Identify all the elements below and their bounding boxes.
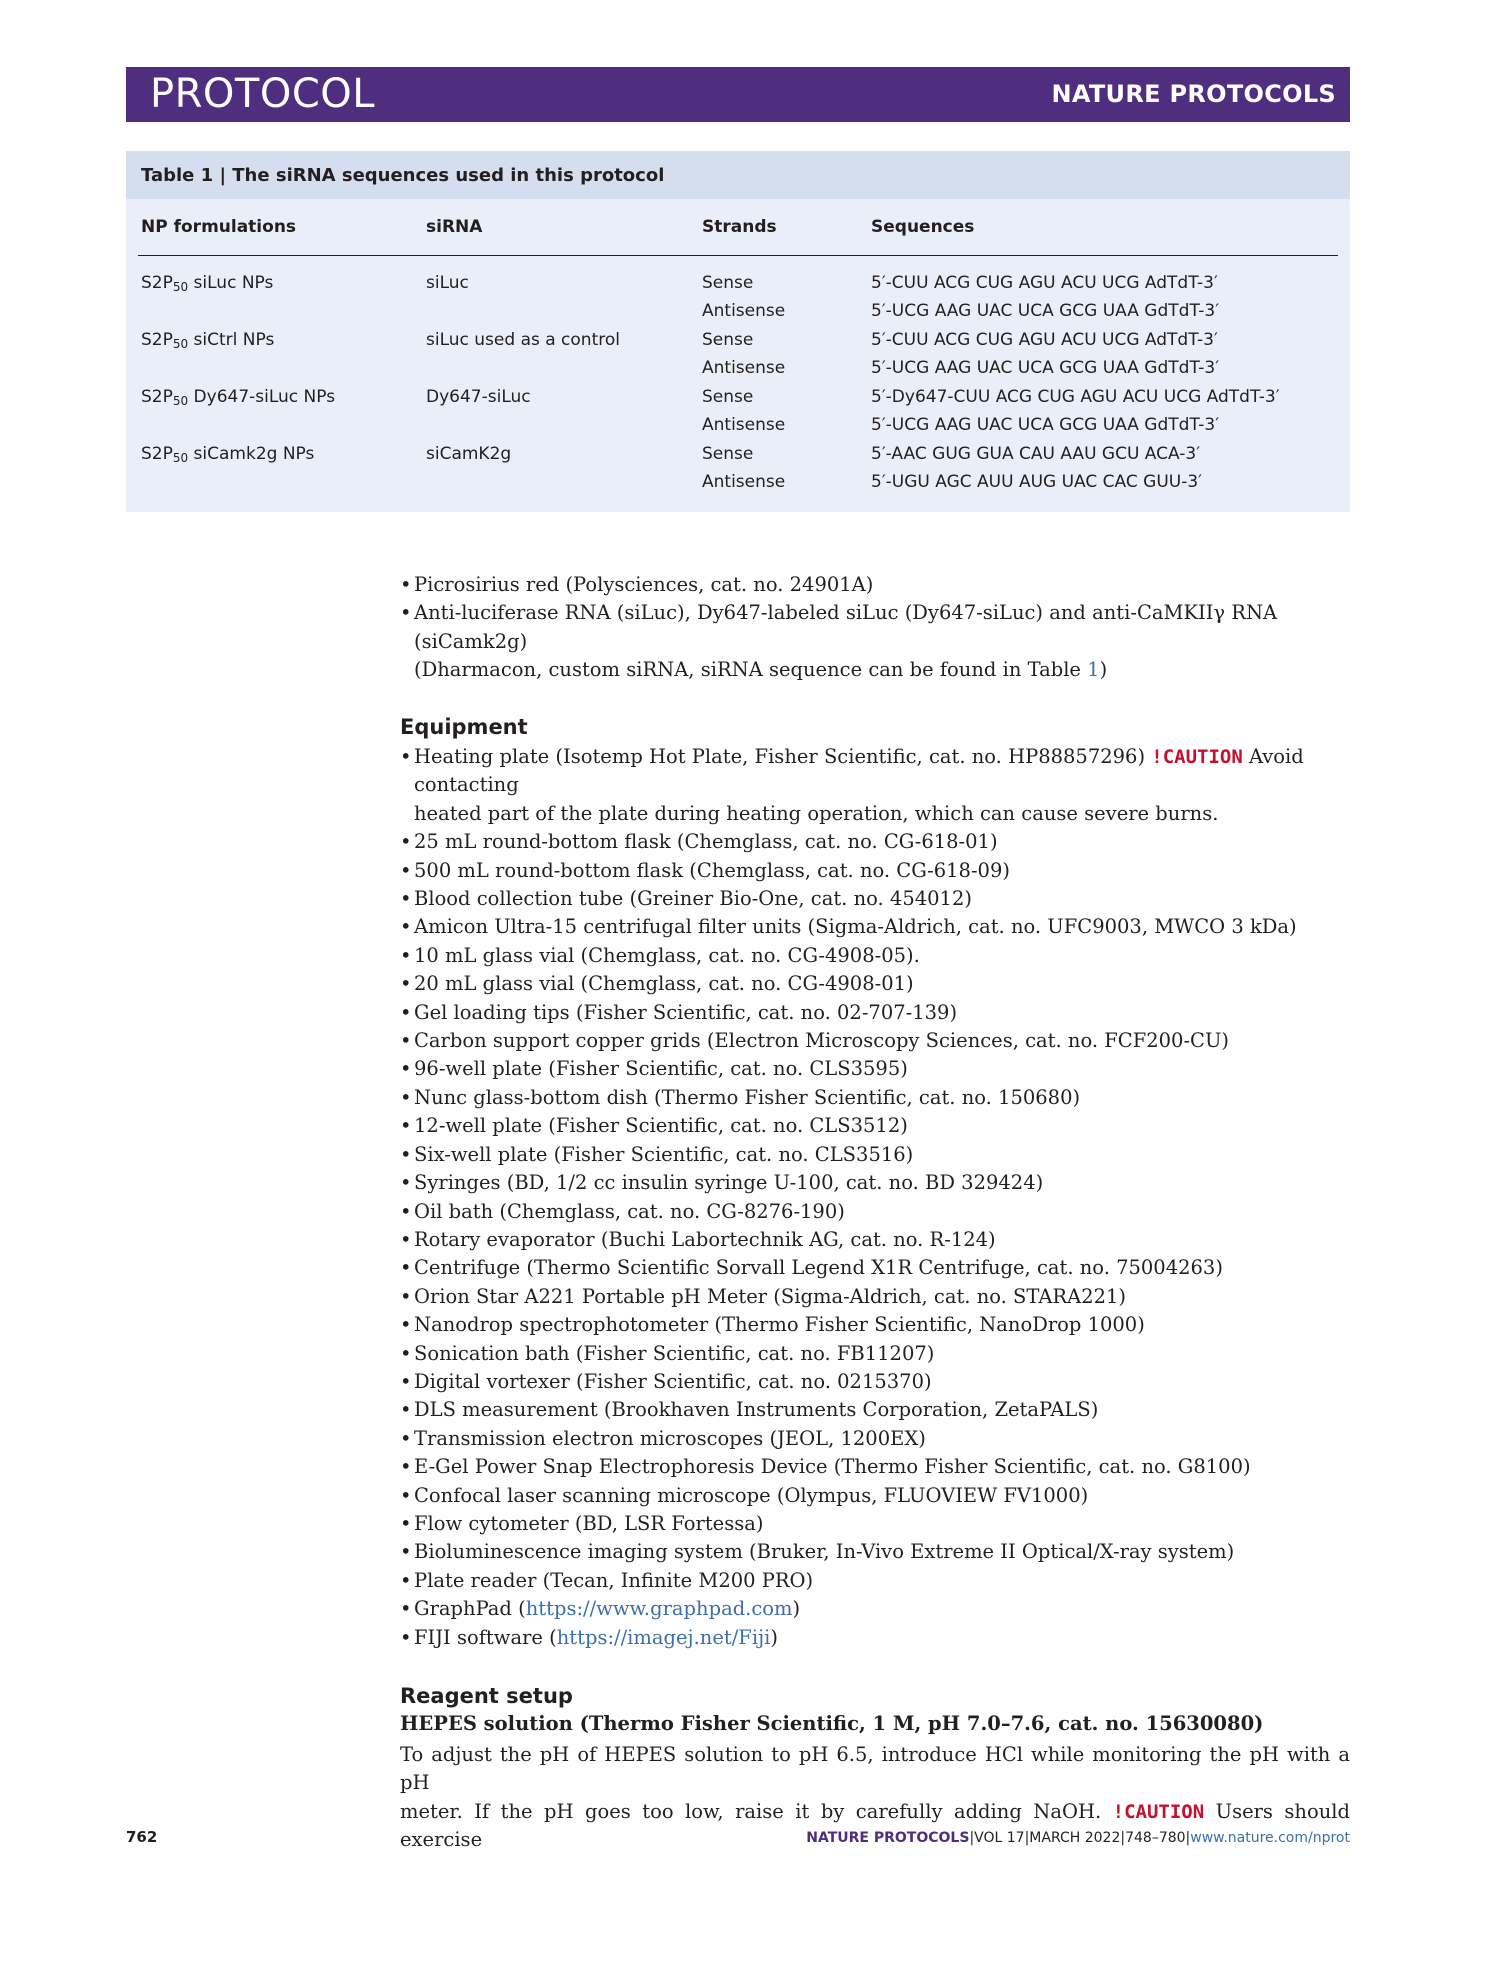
journal-name-label: NATURE PROTOCOLS <box>1051 80 1336 108</box>
footer-pages: 748–780 <box>1125 1830 1186 1846</box>
table-cell-strand: Antisense <box>702 301 786 321</box>
table-header-np: NP formulations <box>141 217 297 237</box>
table-cell-np: $S2P_{50}$ siCtrl NPs <box>141 330 275 351</box>
list-item: • Carbon support copper grids (Electron Microscopy Sciences, cat. no. FCF200-CU) <box>400 1029 1230 1053</box>
table-cell-strand: Sense <box>702 330 754 350</box>
footer-citation: NATURE PROTOCOLS|VOL 17|MARCH 2022|748–780|www.nature.com/nprot <box>806 1830 1350 1846</box>
table-cell-sequence: 5′-UGU AGC AUU AUG UAC CAC GUU-3′ <box>871 472 1203 492</box>
paragraph-line: meter. If the pH goes too low, raise it by carefully adding NaOH. !CAUTION Users should exercise <box>400 1799 1350 1852</box>
reagents-list <box>400 571 1350 685</box>
list-item: • Six-well plate (Fisher Scientific, cat. no. CLS3516) <box>400 1142 914 1166</box>
table-cell-sequence: 5′-CUU ACG CUG AGU ACU UCG AdTdT-3′ <box>871 330 1218 350</box>
table-cell-sequence: 5′-Dy647-CUU ACG CUG AGU ACU UCG AdTdT-3′ <box>871 387 1280 407</box>
table-title-text: The siRNA sequences used in this protocol <box>232 165 665 186</box>
table-title-separator: | <box>213 165 233 186</box>
list-item: • E-Gel Power Snap Electrophoresis Device (Thermo Fisher Scientific, cat. no. G8100) <box>400 1455 1251 1479</box>
list-item: • Syringes (BD, 1/2 cc insulin syringe U-100, cat. no. BD 329424) <box>400 1171 1044 1195</box>
list-item: • GraphPad (https://www.graphpad.com) <box>400 1597 801 1621</box>
table-cell-strand: Sense <box>702 444 754 464</box>
graphpad-link[interactable]: https://www.graphpad.com <box>525 1597 793 1621</box>
page-number: 762 <box>126 1828 158 1846</box>
table-header-strands: Strands <box>702 217 777 237</box>
list-item: • Bioluminescence imaging system (Bruker, In-Vivo Extreme II Optical/X-ray system) <box>400 1540 1235 1564</box>
list-item: • Picrosirius red (Polysciences, cat. no. 24901A) <box>400 573 874 596</box>
footer-date: MARCH 2022 <box>1029 1830 1121 1846</box>
reagent-setup-heading: Reagent setup <box>400 1684 573 1708</box>
table-title <box>141 165 664 186</box>
list-item: • Flow cytometer (BD, LSR Fortessa) <box>400 1511 764 1535</box>
journal-header-bar <box>126 67 1350 122</box>
table-cell-np: $S2P_{50}$ Dy647-siLuc NPs <box>141 387 336 408</box>
table-header-sequences: Sequences <box>871 217 975 237</box>
list-item: • 10 mL glass vial (Chemglass, cat. no. CG-4908-05). <box>400 943 920 967</box>
article-type-label: PROTOCOL <box>150 71 376 117</box>
list-item: • Blood collection tube (Greiner Bio-One, cat. no. 454012) <box>400 887 972 911</box>
table-header-rule <box>138 255 1338 256</box>
table-cell-strand: Sense <box>702 387 754 407</box>
list-item: • DLS measurement (Brookhaven Instruments Corporation, ZetaPALS) <box>400 1398 1099 1422</box>
caution-label: !CAUTION <box>1151 746 1243 768</box>
table-header-sirna: siRNA <box>426 217 483 237</box>
table-1 <box>126 151 1350 512</box>
caution-label: !CAUTION <box>1112 1800 1205 1823</box>
table-label: Table 1 <box>141 165 214 186</box>
table-1-link[interactable]: 1 <box>1087 658 1100 682</box>
footer-url[interactable]: www.nature.com/nprot <box>1190 1830 1350 1846</box>
table-cell-strand: Antisense <box>702 358 786 378</box>
table-cell-np: $S2P_{50}$ siLuc NPs <box>141 273 274 294</box>
equipment-heading: Equipment <box>400 715 528 739</box>
list-item: • 500 mL round-bottom flask (Chemglass, cat. no. CG-618-09) <box>400 858 1010 882</box>
table-title-bar <box>126 151 1350 199</box>
list-item: • Rotary evaporator (Buchi Labortechnik AG, cat. no. R-124) <box>400 1227 996 1251</box>
table-cell-sirna: siCamK2g <box>426 444 512 464</box>
table-cell-sirna: Dy647-siLuc <box>426 387 531 407</box>
table-cell-sequence: 5′-UCG AAG UAC UCA GCG UAA GdTdT-3′ <box>871 415 1220 435</box>
list-item: • Gel loading tips (Fisher Scientific, cat. no. 02-707-139) <box>400 1000 958 1024</box>
list-item: • Digital vortexer (Fisher Scientific, cat. no. 0215370) <box>400 1369 932 1393</box>
fiji-link[interactable]: https://imagej.net/Fiji <box>556 1625 771 1649</box>
list-item: • Anti-luciferase RNA (siLuc), Dy647-labeled siLuc (Dy647-siLuc) and anti-CaMKIIγ RNA (siCamk2g) (Dharmacon, custom siRNA, siRNA sequence can be found in Table 1) <box>400 601 1278 682</box>
list-item: • Confocal laser scanning microscope (Olympus, FLUOVIEW FV1000) <box>400 1483 1089 1507</box>
paragraph-line: To adjust the pH of HEPES solution to pH 6.5, introduce HCl while monitoring the pH with a pH <box>400 1743 1350 1795</box>
list-item: • 96-well plate (Fisher Scientific, cat. no. CLS3595) <box>400 1057 908 1081</box>
list-item: • Nanodrop spectrophotometer (Thermo Fisher Scientific, NanoDrop 1000) <box>400 1313 1145 1337</box>
list-item: • Centrifuge (Thermo Scientific Sorvall Legend X1R Centrifuge, cat. no. 75004263) <box>400 1256 1223 1280</box>
table-cell-sequence: 5′-UCG AAG UAC UCA GCG UAA GdTdT-3′ <box>871 358 1220 378</box>
table-cell-sirna: siLuc <box>426 273 469 293</box>
list-item: • Nunc glass-bottom dish (Thermo Fisher Scientific, cat. no. 150680) <box>400 1085 1081 1109</box>
table-cell-np: $S2P_{50}$ siCamk2g NPs <box>141 444 315 465</box>
table-cell-sirna: siLuc used as a control <box>426 330 620 350</box>
list-item: • Heating plate (Isotemp Hot Plate, Fisher Scientific, cat. no. HP88857296) !CAUTION Avoid contacting heated part of the plate during heating operation, which can cause severe burns. <box>400 745 1304 825</box>
footer-volume: VOL 17 <box>974 1830 1025 1846</box>
table-cell-sequence: 5′-UCG AAG UAC UCA GCG UAA GdTdT-3′ <box>871 301 1220 321</box>
list-item: • 25 mL round-bottom flask (Chemglass, cat. no. CG-618-01) <box>400 830 998 854</box>
equipment-list <box>400 743 1350 1652</box>
table-cell-sequence: 5′-CUU ACG CUG AGU ACU UCG AdTdT-3′ <box>871 273 1218 293</box>
footer-journal: NATURE PROTOCOLS <box>806 1830 970 1846</box>
list-item: • Oil bath (Chemglass, cat. no. CG-8276-190) <box>400 1199 845 1223</box>
list-item: • Orion Star A221 Portable pH Meter (Sigma-Aldrich, cat. no. STARA221) <box>400 1284 1127 1308</box>
list-item: • Transmission electron microscopes (JEOL, 1200EX) <box>400 1426 926 1450</box>
list-item: • FIJI software (https://imagej.net/Fiji) <box>400 1625 778 1649</box>
table-cell-strand: Sense <box>702 273 754 293</box>
list-item: • Plate reader (Tecan, Infinite M200 PRO) <box>400 1568 814 1592</box>
list-item: • Sonication bath (Fisher Scientific, cat. no. FB11207) <box>400 1341 935 1365</box>
list-item: • 20 mL glass vial (Chemglass, cat. no. CG-4908-01) <box>400 972 914 996</box>
table-cell-sequence: 5′-AAC GUG GUA CAU AAU GCU ACA-3′ <box>871 444 1201 464</box>
list-item: • Amicon Ultra-15 centrifugal filter units (Sigma-Aldrich, cat. no. UFC9003, MWCO 3 kDa) <box>400 915 1297 939</box>
list-item: • 12-well plate (Fisher Scientific, cat. no. CLS3512) <box>400 1114 908 1138</box>
hepes-subheading: HEPES solution (Thermo Fisher Scientific, 1 M, pH 7.0–7.6, cat. no. 15630080) <box>400 1712 1264 1735</box>
table-cell-strand: Antisense <box>702 472 786 492</box>
table-cell-strand: Antisense <box>702 415 786 435</box>
